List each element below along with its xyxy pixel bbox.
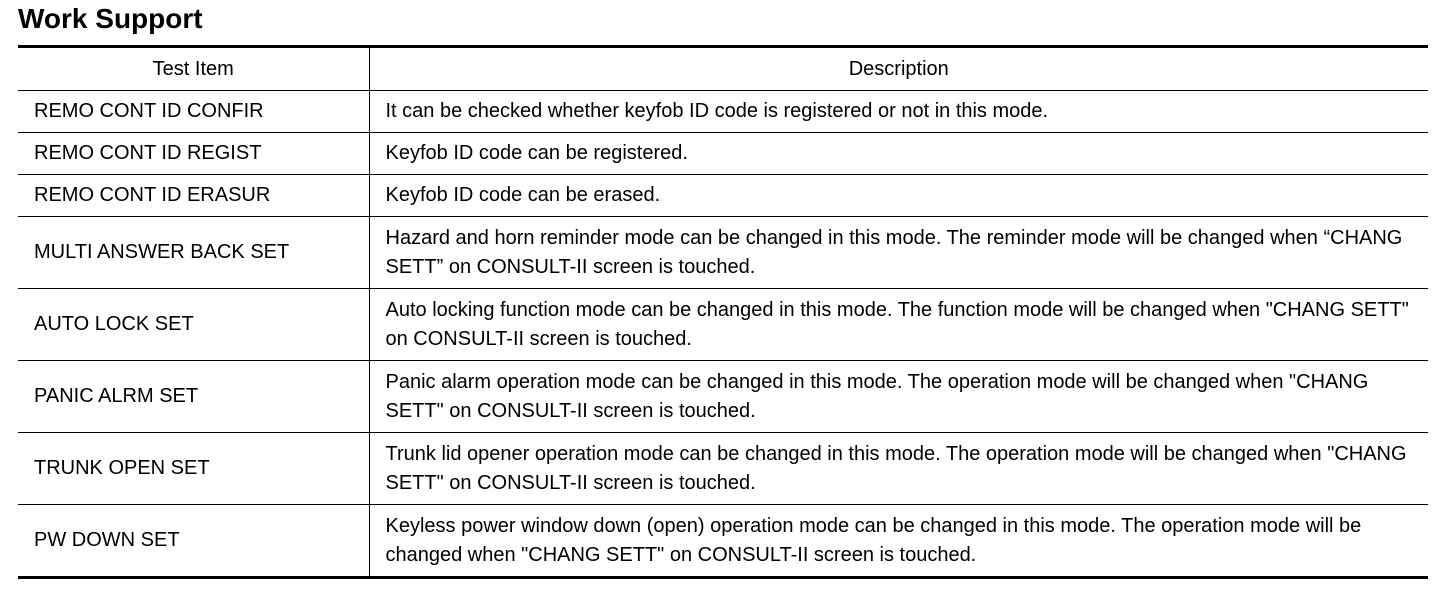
test-item-cell: REMO CONT ID REGIST — [18, 133, 369, 175]
description-cell: Auto locking function mode can be changed in this mode. The function mode will be changed when "CHANG SETT" on CONSULT-II screen is touched. — [369, 289, 1428, 361]
description-cell: Trunk lid opener operation mode can be changed in this mode. The operation mode will be changed when "CHANG SETT" on CONSULT-II screen is touched. — [369, 433, 1428, 505]
table-header-row — [18, 47, 1428, 91]
description-cell: Hazard and horn reminder mode can be changed in this mode. The reminder mode will be changed when “CHANG SETT” on CONSULT-II screen is touched. — [369, 217, 1428, 289]
test-item-cell: REMO CONT ID ERASUR — [18, 175, 369, 217]
header-description: Description — [369, 47, 1428, 91]
description-cell: It can be checked whether keyfob ID code is registered or not in this mode. — [369, 91, 1428, 133]
header-test-item: Test Item — [18, 47, 369, 91]
work-support-table-container — [18, 45, 1428, 579]
test-item-cell: REMO CONT ID CONFIR — [18, 91, 369, 133]
test-item-cell: PANIC ALRM SET — [18, 361, 369, 433]
page-title: Work Support — [18, 3, 203, 34]
table-row — [18, 217, 1428, 289]
table-row — [18, 433, 1428, 505]
table-row — [18, 133, 1428, 175]
description-cell: Keyfob ID code can be registered. — [369, 133, 1428, 175]
work-support-table — [18, 45, 1428, 579]
description-cell: Keyless power window down (open) operation mode can be changed in this mode. The operation mode will be changed when "CHANG SETT" on CONSULT-II screen is touched. — [385, 514, 1362, 566]
test-item-cell: MULTI ANSWER BACK SET — [18, 217, 369, 289]
description-cell: Keyfob ID code can be erased. — [369, 175, 1428, 217]
test-item-cell: AUTO LOCK SET — [18, 289, 369, 361]
table-row — [18, 361, 1428, 433]
description-cell: Panic alarm operation mode can be changed in this mode. The operation mode will be changed when "CHANG SETT" on CONSULT-II screen is touched. — [369, 361, 1428, 433]
test-item-cell: TRUNK OPEN SET — [18, 433, 369, 505]
test-item-cell: PW DOWN SET — [18, 505, 369, 578]
table-row — [18, 91, 1428, 133]
table-row — [18, 505, 1428, 578]
table-row — [18, 175, 1428, 217]
table-row — [18, 289, 1428, 361]
